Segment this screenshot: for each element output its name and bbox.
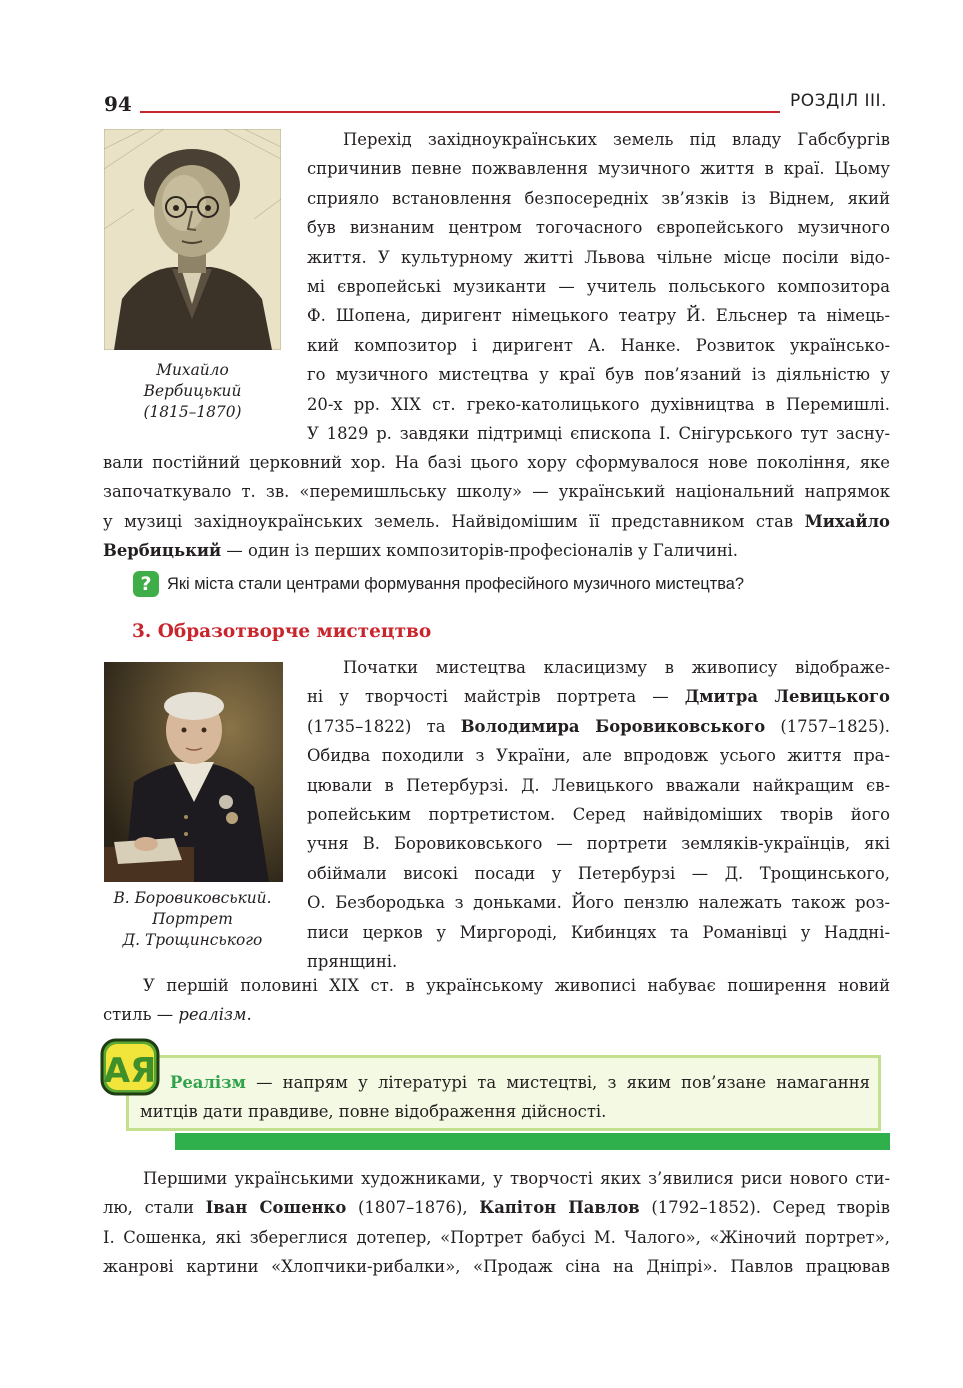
bold-name: Капітон Павлов [479,1198,640,1218]
text-line: У першій половині XIX ст. в українському живописі набуває поширення новий [143,976,890,995]
portrait-verbytsky [104,129,281,350]
text-line: І. Сошенка, які збереглися дотепер, «Портрет бабусі М. Чалого», «Жіночий портрет», [103,1227,890,1247]
bold-name: Іван Сошенко [205,1198,347,1218]
text-line [103,1193,890,1222]
caption-line: Вербицький [143,382,242,400]
text-line [140,1068,870,1097]
portrait-verbytsky-image [104,129,281,350]
dictionary-icon-label: АЯ [103,1051,157,1091]
caption-line: Михайло [156,361,229,379]
text-line [307,712,890,741]
text-line [103,507,890,536]
text-line: спричинив певне пожвавлення музичного життя в краї. Цьому [307,159,890,179]
definition-term: Реалізм [170,1073,246,1092]
text-line: вали постійний церковний хор. На базі цього хору сформувалося нове покоління, яке [103,453,890,472]
text-run: (1757–1825). [765,716,890,736]
text-line: життя. У культурному житті Львова чільне місце посіли відо- [307,247,890,267]
portrait-troshchynsky-caption [100,888,285,951]
text-line: ропейським портретистом. Серед найвідоміших творів його [307,805,890,825]
text-run: — напрям у літературі та мистецтві, з яким пов’язане намагання [245,1073,870,1092]
text-run: ні у творчості майстрів портрета — [307,687,685,707]
text-line: обіймали високі посади у Петербурзі — Д. Трощинського, [307,863,890,883]
italic-term: реалізм [178,1005,247,1025]
text-run: стиль — [103,1005,179,1025]
text-line: Першими українськими художниками, у творчості яких з’явилися риси нового сти- [143,1169,890,1188]
text-line [103,1000,890,1029]
text-line: прянщині. [307,952,398,972]
text-line: започаткувало т. зв. «перемишльську школу» — український національний напрямок [103,482,890,502]
paragraph-1-column [307,125,890,448]
text-line: митців дати правдиве, повне відображення дійсності. [140,1102,607,1122]
bold-name: Михайло [804,511,890,531]
text-run: — один із перших композиторів-професіоналів у Галичині. [221,541,738,561]
definition-accent-bar [175,1133,890,1150]
portrait-troshchynsky [104,662,283,882]
section-label: РОЗДІЛ ІІІ. [790,91,887,111]
caption-line: Д. Трощинського [122,931,263,949]
section-title: 3. Образотворче мистецтво [132,621,432,642]
text-line [307,682,890,711]
question-icon: ? [133,571,159,597]
text-line: жанрові картини «Хлопчики-рибалки», «Продаж сіна на Дніпрі». Павлов працював [103,1257,890,1277]
bold-name: Володимира Боровиковського [460,716,766,736]
text-line: Початки мистецтва класицизму в живопису відображе- [343,658,890,677]
text-run: (1735–1822) та [307,716,461,736]
paragraph-3 [103,971,890,1030]
bold-name: Дмитра Левицького [684,687,890,707]
definition-text [140,1068,870,1127]
header-rule [140,111,780,113]
text-line [103,536,890,565]
text-line: Обидва походили з України, але впродовж усього життя пра- [307,746,890,766]
text-line: го музичного мистецтва у краї був пов’язаний із діяльністю у [307,365,890,385]
text-line: У 1829 р. завдяки підтримці єпископа І. Снігурського тут засну- [307,424,890,444]
text-run: (1807–1876), [346,1198,480,1218]
paragraph-2 [307,653,890,976]
text-line: О. Безбородька з доньками. Його пензлю належать також роз- [307,893,890,913]
portrait-verbytsky-caption [104,360,281,423]
text-line: мі європейські музиканти — учитель польського композитора [307,277,890,297]
bold-name: Вербицький [103,541,222,561]
page-number: 94 [104,92,132,116]
text-line: був визнаним центром тогочасного європейського музичного [307,218,890,238]
text-line: учня В. Боровиковського — портрети земляків-українців, які [307,834,890,854]
portrait-troshchynsky-image [104,662,283,882]
caption-line: В. Боровиковський. [113,889,272,907]
question-text: Які міста стали центрами формування професійного музичного мистецтва? [167,574,745,593]
text-run: лю, стали [103,1198,206,1218]
text-line: Перехід західноукраїнських земель під владу Габсбургів [343,130,890,149]
paragraph-1-full [103,448,890,566]
text-line: Ф. Шопена, диригент німецького театру Й. Ельснер та німець- [307,306,890,326]
text-line: цювали в Петербурзі. Д. Левицького вважали найкращим єв- [307,775,890,795]
caption-line: (1815–1870) [143,403,242,421]
text-run: . [246,1005,252,1025]
caption-line: Портрет [152,910,233,928]
text-line: писи церков у Миргороді, Кибинцях та Романівці у Наддні- [307,922,890,942]
paragraph-4 [103,1164,890,1282]
text-run: у музиці західноукраїнських земель. Найвідомішим її представником став [103,511,805,531]
text-line: 20-х рр. XIX ст. греко-католицького духівництва в Перемишлі. [307,394,890,414]
text-run: (1792–1852). Серед творів [639,1198,891,1218]
text-line: сприяло встановлення безпосередніх зв’язків із Віднем, який [307,188,890,208]
question-row [133,571,744,597]
text-line: кий композитор і диригент А. Нанке. Розвиток українсько- [307,335,890,355]
